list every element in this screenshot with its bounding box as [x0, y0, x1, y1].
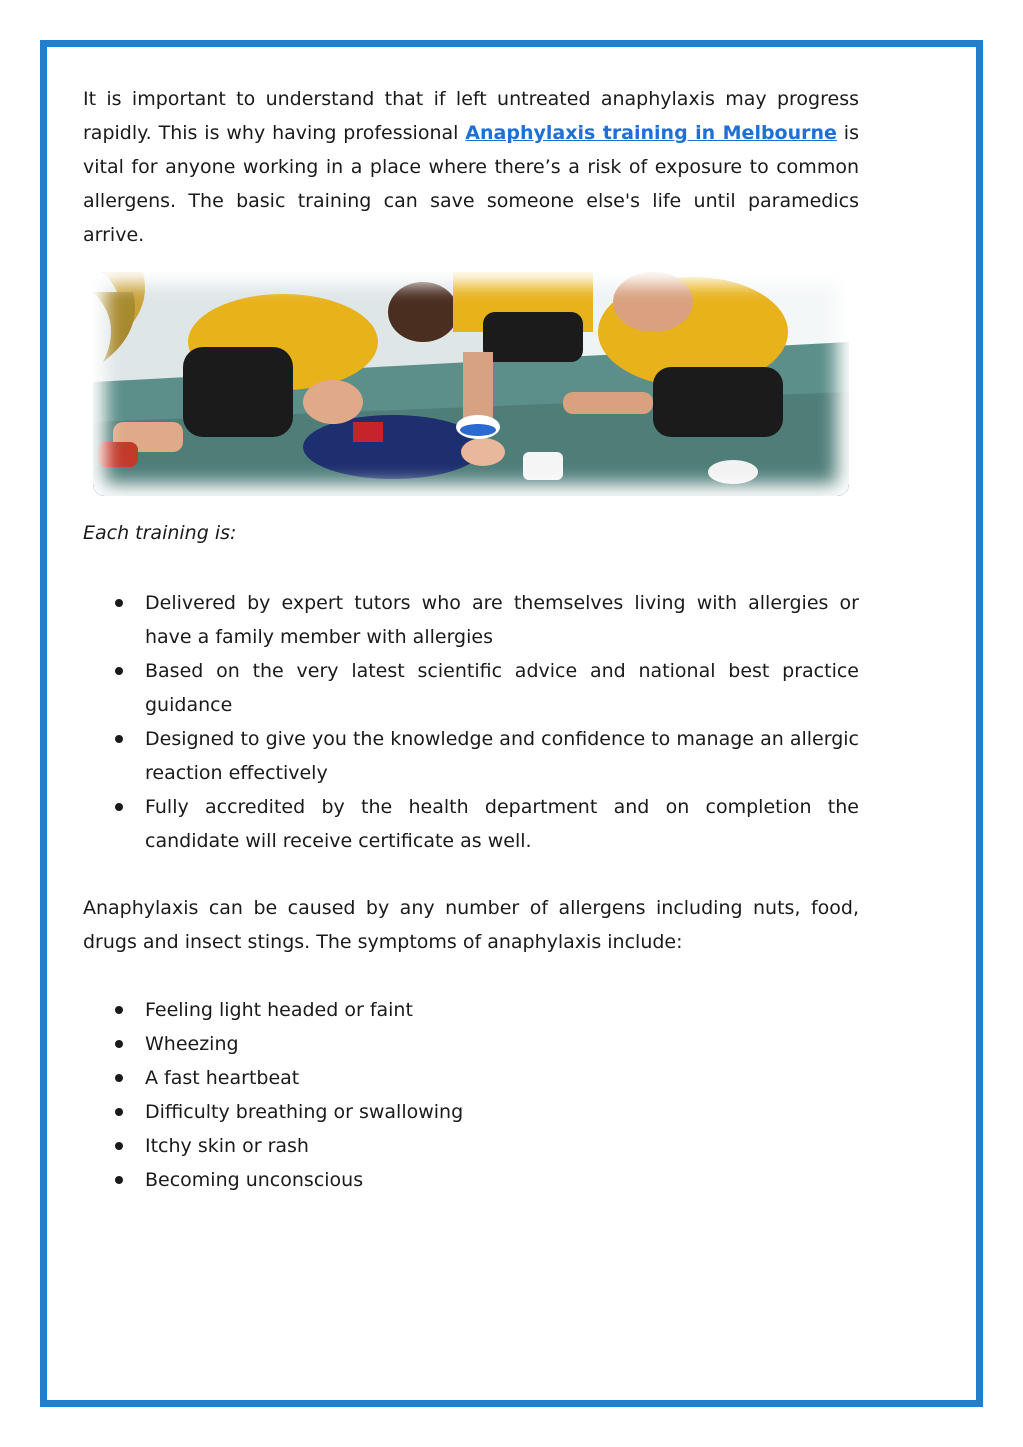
list-item: Fully accredited by the health department and on completion the candidate will receive certificate as well. — [145, 790, 859, 858]
anaphylaxis-training-link[interactable]: Anaphylaxis training in Melbourne — [465, 122, 837, 144]
training-intro: Each training is: — [83, 522, 237, 544]
symptoms-list — [83, 993, 859, 1197]
training-photo-illustration — [93, 272, 849, 496]
list-item: A fast heartbeat — [145, 1061, 859, 1095]
list-item: Wheezing — [145, 1027, 859, 1061]
paragraph-intro-text-after: is vital for anyone working in a place where there’s a risk of exposure to common allergens. The basic training can save someone else's life until paramedics arrive. — [83, 122, 859, 246]
training-photo — [93, 272, 849, 496]
list-item: Feeling light headed or faint — [145, 993, 859, 1027]
list-item: Delivered by expert tutors who are themselves living with allergies or have a family member with allergies — [145, 586, 859, 654]
list-item: Designed to give you the knowledge and confidence to manage an allergic reaction effectively — [145, 722, 859, 790]
list-item: Based on the very latest scientific advice and national best practice guidance — [145, 654, 859, 722]
list-item: Itchy skin or rash — [145, 1129, 859, 1163]
paragraph-intro — [83, 82, 859, 252]
list-item: Becoming unconscious — [145, 1163, 859, 1197]
paragraph-intro-text-before: It is important to understand that if left untreated anaphylaxis may progress rapidly. This is why having professional — [83, 88, 859, 144]
paragraph-allergens: Anaphylaxis can be caused by any number of allergens including nuts, food, drugs and insect stings. The symptoms of anaphylaxis include: — [83, 897, 859, 953]
document-content — [83, 82, 859, 1197]
list-item: Difficulty breathing or swallowing — [145, 1095, 859, 1129]
training-points-list — [83, 586, 859, 858]
